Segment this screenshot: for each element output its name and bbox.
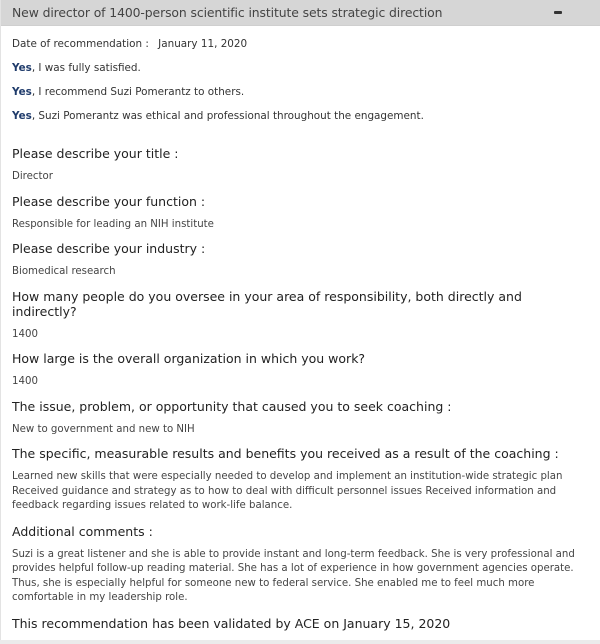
question-results: The specific, measurable results and benefits you received as a result of the coaching : xyxy=(12,446,559,461)
confirmation-recommend xyxy=(12,86,589,98)
question-function: Please describe your function : xyxy=(12,193,206,209)
answer-function: Responsible for leading an NIH institute xyxy=(12,218,214,230)
spacer xyxy=(12,134,589,146)
question-title: Please describe your title : xyxy=(12,146,179,161)
minus-icon xyxy=(554,11,562,14)
panel-body xyxy=(1,26,600,631)
panel-header[interactable] xyxy=(1,0,600,26)
date-value: January 11, 2020 xyxy=(158,38,248,50)
confirmation-ethical xyxy=(12,110,589,122)
date-label: Date of recommendation : xyxy=(12,38,149,50)
confirmation-satisfied xyxy=(12,62,589,74)
question-organization-size: How large is the overall organization in which you work? xyxy=(12,351,366,366)
yes-label: Yes xyxy=(12,110,32,122)
answer-organization-size: 1400 xyxy=(12,376,38,387)
answer-people-overseen: 1400 xyxy=(12,328,38,340)
answer-industry: Biomedical research xyxy=(12,266,116,277)
collapse-button[interactable] xyxy=(545,4,571,22)
date-line xyxy=(12,38,589,50)
confirmation-text: , Suzi Pomerantz was ethical and professional throughout the engagement. xyxy=(31,110,424,122)
answer-title: Director xyxy=(12,171,53,182)
question-issue: The issue, problem, or opportunity that caused you to seek coaching : xyxy=(12,398,452,414)
answer-results: Learned new skills that were especially needed to develop and implement an institution-wide strategic plan Received guidance and strategy as to how to deal with difficult personnel issues Received information and feedback regarding issues related to work-life balance. xyxy=(12,471,563,511)
question-people-overseen: How many people do you oversee in your area of responsibility, both directly and indirectly? xyxy=(12,288,522,319)
answer-additional-comments: Suzi is a great listener and she is able to provide instant and long-term feedback. She is very professional and provides helpful follow-up reading material. She has a lot of experience in how government agencies operate. Thus, she is especially helpful for someone new to federal service. She enabled me to feel much more comfortable in my leadership role. xyxy=(12,548,575,603)
confirmation-text: , I was fully satisfied. xyxy=(31,62,141,74)
panel-title: New director of 1400-person scientific institute sets strategic direction xyxy=(12,5,443,20)
question-industry: Please describe your industry : xyxy=(12,241,206,256)
answer-issue: New to government and new to NIH xyxy=(12,423,195,435)
validation-statement: This recommendation has been validated by ACE on January 15, 2020 xyxy=(12,615,451,631)
yes-label: Yes xyxy=(12,86,32,98)
confirmation-text: , I recommend Suzi Pomerantz to others. xyxy=(31,86,245,98)
yes-label: Yes xyxy=(12,62,32,74)
question-additional-comments: Additional comments : xyxy=(12,523,153,539)
